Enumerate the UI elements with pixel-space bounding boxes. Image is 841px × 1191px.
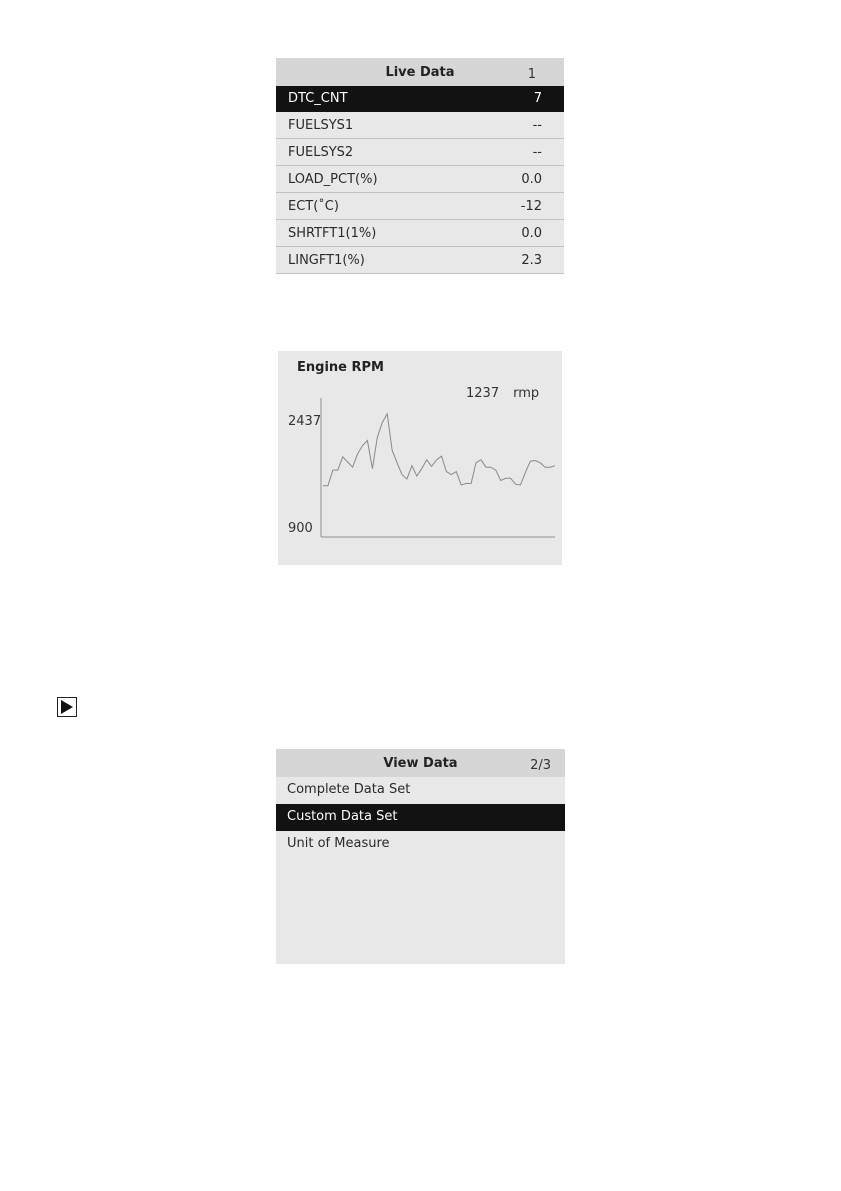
live-data-row[interactable]	[276, 248, 564, 274]
rpm-trace-line	[323, 414, 555, 486]
view-data-title: View Data	[383, 756, 458, 771]
live-data-row[interactable]	[276, 194, 564, 220]
live-data-header	[276, 58, 564, 86]
parameter-value: 2.3	[521, 253, 542, 268]
live-data-page-number: 1	[527, 67, 536, 82]
parameter-name: LOAD_PCT(%)	[288, 172, 378, 187]
parameter-name: FUELSYS2	[288, 145, 354, 160]
y-max-label: 2437	[288, 414, 322, 429]
menu-item[interactable]	[276, 831, 565, 858]
view-data-screen	[276, 749, 565, 964]
live-data-row[interactable]	[276, 86, 564, 112]
parameter-value: 7	[533, 91, 542, 106]
engine-rpm-graph-screen	[278, 351, 562, 565]
parameter-value: --	[532, 145, 542, 160]
live-data-screen	[276, 58, 564, 273]
menu-item-label: Custom Data Set	[287, 809, 398, 824]
parameter-name: ECT(˚C)	[288, 199, 339, 214]
live-data-row[interactable]	[276, 113, 564, 139]
play-icon	[57, 697, 77, 717]
parameter-name: FUELSYS1	[288, 118, 354, 133]
parameter-value: 0.0	[521, 172, 542, 187]
live-data-row[interactable]	[276, 140, 564, 166]
parameter-value: --	[532, 118, 542, 133]
menu-item-label: Complete Data Set	[287, 782, 411, 797]
graph-title: Engine RPM	[297, 360, 384, 375]
view-data-header	[276, 749, 565, 777]
rpm-plot	[278, 351, 562, 565]
menu-item-label: Unit of Measure	[287, 836, 390, 851]
parameter-name: LINGFT1(%)	[288, 253, 365, 268]
menu-item[interactable]	[276, 804, 565, 831]
live-data-row[interactable]	[276, 167, 564, 193]
parameter-name: DTC_CNT	[288, 91, 348, 106]
y-min-label: 900	[288, 521, 313, 536]
menu-item[interactable]	[276, 777, 565, 804]
live-data-title: Live Data	[385, 65, 455, 80]
parameter-value: 0.0	[521, 226, 542, 241]
parameter-value: -12	[520, 199, 542, 214]
parameter-name: SHRTFT1(1%)	[288, 226, 377, 241]
view-data-page-number: 2/3	[530, 758, 551, 773]
rpm-current-value: 1237	[466, 386, 500, 401]
live-data-row[interactable]	[276, 221, 564, 247]
rpm-unit: rmp	[513, 386, 540, 401]
